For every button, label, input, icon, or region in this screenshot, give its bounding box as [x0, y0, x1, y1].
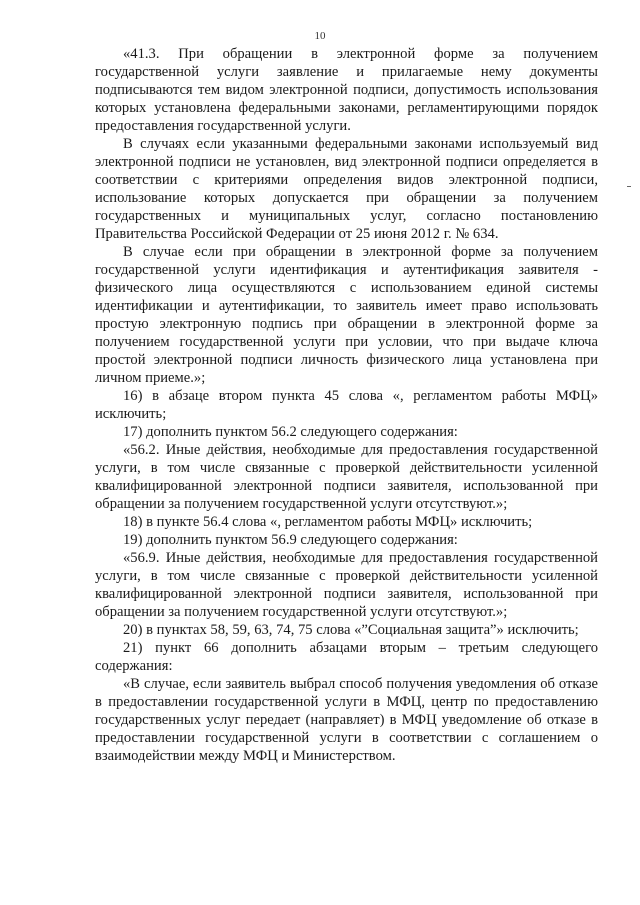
- paragraph-56-9: «56.9. Иные действия, необходимые для предоставления государственной услуги, в том числе связанные с проверкой действительности усиленной квалифицированной электронной подписи заявителя, использованной при обращении за получением государственной услуги отсутствуют.»;: [95, 550, 598, 620]
- paragraph-56-2: «56.2. Иные действия, необходимые для предоставления государственной услуги, в том числе связанные с проверкой действительности усиленной квалифицированной электронной подписи заявителя, использованной при обращении за получением государственной услуги отсутствуют.»;: [95, 442, 598, 512]
- paragraph-signature-type: В случаях если указанными федеральными законами используемый вид электронной подписи не установлен, вид электронной подписи определяется в соответствии с критериями определения видов электронной подписи, использование которых допускается при обращении за получением государственных и муниципальных услуг, согласно постановлению Правительства Российской Федерации от 25 июня 2012 г. № 634.: [95, 136, 598, 242]
- document-body: [95, 45, 598, 765]
- paragraph-mfc-notice: «В случае, если заявитель выбрал способ получения уведомления об отказе в предоставлении государственной услуги в МФЦ, центр по предоставлению государственных услуг передает (направляет) в МФЦ уведомление об отказе в предоставлении государственной услуги в соответствии с соглашением о взаимодействии между МФЦ и Министерством.: [95, 676, 598, 764]
- paragraph-item-21: 21) пункт 66 дополнить абзацами вторым – третьим следующего содержания:: [95, 640, 598, 674]
- paragraph-item-20: 20) в пунктах 58, 59, 63, 74, 75 слова «”Социальная защита”» исключить;: [123, 622, 579, 638]
- paragraph-simple-signature: В случае если при обращении в электронной форме за получением государственной услуги идентификация и аутентификация заявителя - физического лица осуществляются с использованием единой системы идентификации и аутентификации, то заявитель имеет право использовать простую электронную подпись при обращении в электронной форме за получением государственной услуги при условии, что при выдаче ключа простой электронной подписи личность физического лица установлена при личном приеме.»;: [95, 244, 598, 386]
- paragraph-item-19: 19) дополнить пунктом 56.9 следующего содержания:: [123, 532, 458, 548]
- margin-mark: [627, 186, 631, 187]
- paragraph-item-18: 18) в пункте 56.4 слова «, регламентом работы МФЦ» исключить;: [123, 514, 533, 530]
- page-number: 10: [314, 30, 326, 42]
- paragraph-item-17: 17) дополнить пунктом 56.2 следующего содержания:: [123, 424, 458, 440]
- paragraph-41-3: «41.3. При обращении в электронной форме за получением государственной услуги заявление и прилагаемые нему документы подписываются тем видом электронной подписи, допустимость использования которых установлена федеральными законами, регламентирующими порядок предоставления государственной услуги.: [95, 46, 598, 134]
- paragraph-item-16: 16) в абзаце втором пункта 45 слова «, регламентом работы МФЦ» исключить;: [95, 388, 598, 422]
